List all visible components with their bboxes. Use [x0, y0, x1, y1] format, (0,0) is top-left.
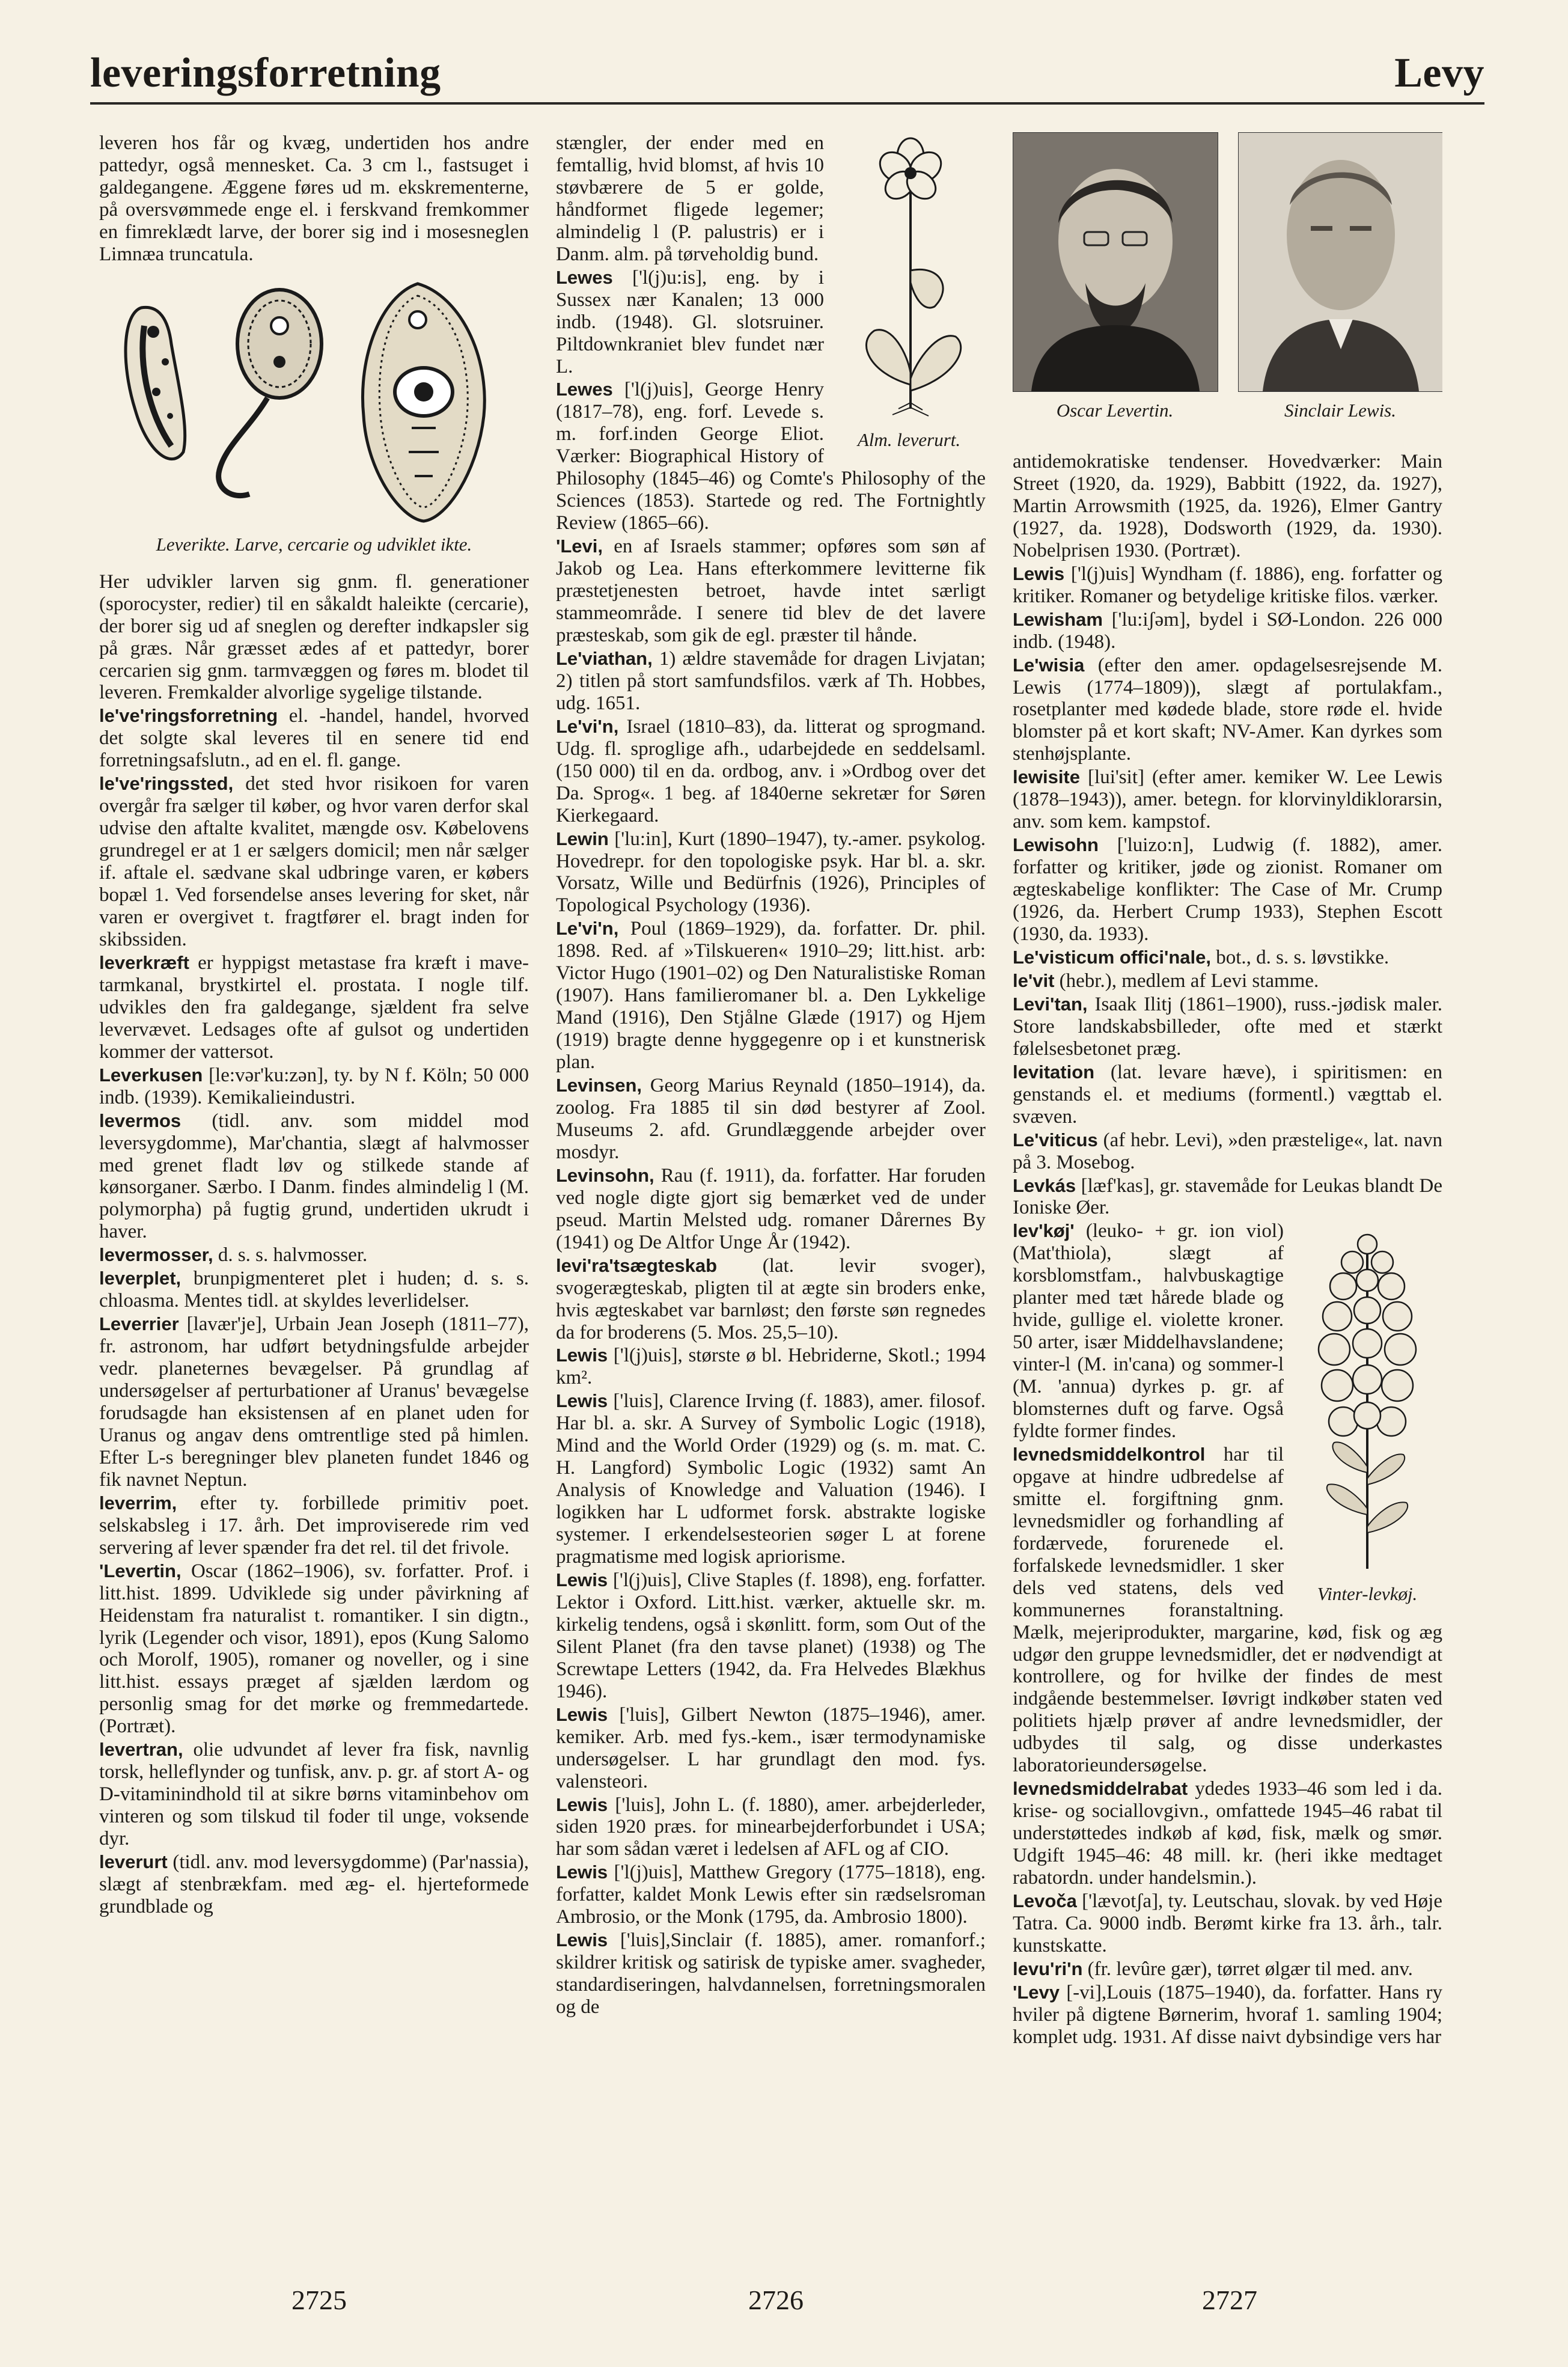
dictionary-entry: levermos (tidl. anv. som middel mod leversygdomme), Mar'chantia, slægt af halvmosser med grenet fladt løv og stilkede stande af kønsorganer. Særbo. I Danm. findes almindelig l (M. polymorpha) på fugtig grund, undertiden ukrudt i haver.	[99, 1110, 529, 1243]
column-3	[1013, 132, 1442, 2248]
dictionary-entry: Lewis ['l(j)uis], største ø bl. Hebriderne, Skotl.; 1994 km².	[556, 1345, 986, 1389]
header-last-word: Levy	[1394, 50, 1484, 96]
dictionary-entry: Lewes ['l(j)u:is], eng. by i Sussex nær Kanalen; 13 000 indb. (1948). Gl. slotsruiner. Piltdownkraniet blev fundet nær L.	[556, 266, 824, 377]
dictionary-entry: le've'ringsforretning el. -handel, handel, hvorved det solgte skal leveres til en senere tid end forretningsafslutn., ad en el. fl. gange.	[99, 705, 529, 772]
cercaria-drawing	[219, 290, 322, 496]
dictionary-entry: Lewis ['l(j)uis], Clive Staples (f. 1898), eng. forfatter. Lektor i Oxford. Litt.hist. værker, aktuelle skr. m. kirkelig tendens, også i skønlitt. form, som Out of the Silent Planet (fra den tavse planet) (1938) og The Screwtape Letters (1942, da. Fra Helvedes Blækhus 1946).	[556, 1569, 986, 1702]
dictionary-entry: 'Levi, en af Israels stammer; opføres som søn af Jakob og Lea. Hans efterkommere levitterne fik præstetjenesten betroet, havde intet særligt stammeområde. I senere tid blev de det lavere præsteskab, som gik de egl. præster til hånde.	[556, 536, 986, 646]
entry-text: leveren hos får og kvæg, undertiden hos andre pattedyr, også mennesket. Ca. 3 cm l., fastsuget i galdegangene. Æggene føres ud m. ekskrementerne, på oversvømmede enge el. i ferskvand fremkommer en fimreklædt larve, der borer sig ind i mosesneglen Limnæa truncatula.	[99, 132, 529, 265]
dictionary-entry: Lewisham ['lu:iʃəm], bydel i SØ-London. 226 000 indb. (1948).	[1013, 608, 1442, 653]
parasite-caption: Leverikte. Larve, cercarie og udviklet ikte.	[156, 533, 472, 555]
dictionary-entry: leverrim, efter ty. forbillede primitiv poet. selskabsleg i 17. årh. Det improviserede rim ved servering af lever spænder fra det rel. til det frivole.	[99, 1492, 529, 1559]
entry-text: stængler, der ender med en femtallig, hvid blomst, af hvis 10 støvbærere de 5 er golde, håndformet fligede legemer; almindelig l (P. palustris) er i Danm. alm. på tørveholdig bund.	[556, 132, 824, 265]
dictionary-entry: le'vit (hebr.), medlem af Levi stamme.	[1013, 970, 1319, 992]
entry-text: Her udvikler larven sig gnm. fl. generationer (sporocyster, redier) til en såkaldt haleikte (cercarie), der borer sig ud af sneglen og derefter indkapsler sig på græs. Når græsset ædes af et pattedyr, borer cercarien sig gnm. tarmvæggen og føres m. blodet til leveren. Fremkalder alvorlige sygelige tilstande.	[99, 570, 529, 704]
portrait-row	[1013, 132, 1442, 433]
dictionary-entry: Le'visticum offici'nale, bot., d. s. s. løvstikke.	[1013, 946, 1390, 968]
dictionary-entry: levu'ri'n (fr. levûre gær), tørret ølgær til med. anv.	[1013, 1958, 1413, 1980]
column-1	[99, 132, 529, 2248]
dictionary-entry: levertran, olie udvundet af lever fra fisk, navnlig torsk, helleflynder og tunfisk, anv. p. gr. af stort A- og D-vitaminindhold til at sikre børns vitaminbehov om vinteren og som tilskud til foder til unge, voksende dyr.	[99, 1739, 529, 1850]
dictionary-entry: Lewis ['luis],Sinclair (f. 1885), amer. romanforf.; skildrer kritisk og satirisk de typiske amer. svagheder, standardiseringen, halvdannelsen, forretningsmoralen og de	[556, 1929, 986, 2018]
dictionary-entry: Lewis ['l(j)uis] Wyndham (f. 1886), eng. forfatter og kritiker. Romaner og betydelige kritiske filos. værker.	[1013, 563, 1442, 607]
dictionary-entry: leverurt (tidl. anv. mod leversygdomme) (Par'nassia), slægt af stenbrækfam. med æg- el. hjerteformede grundblade og	[99, 1851, 529, 1917]
dictionary-entry: Le'viticus (af hebr. Levi), »den præstelige«, lat. navn på 3. Mosebog.	[1013, 1129, 1442, 1173]
dictionary-entry: Levoča ['lævotʃa], ty. Leutschau, slovak. by ved Høje Tatra. Ca. 9000 indb. Berømt kirke fra 13. årh., talr. kunstskatte.	[1013, 1890, 1442, 1956]
stock-flower-drawing	[1319, 1235, 1416, 1569]
dictionary-entry: Lewis ['luis], Clarence Irving (f. 1883), amer. filosof. Har bl. a. skr. A Survey of Symbolic Logic (1918), Mind and the World Order (1929) og (s. m. mat. C. H. Langford) Symbolic Logic (1932) samt An Analysis of Knowledge and Valuation (1946). I logikken har L udformet forsk. abstrakte logiske systemer. I erkendelsesteorien søger L at forene pragmatisme med logisk apriorisme.	[556, 1390, 986, 1568]
flower-drawing	[867, 138, 961, 416]
dictionary-entry: Le'vi'n, Poul (1869–1929), da. forfatter. Dr. phil. 1898. Red. af »Tilskueren« 1910–29; litt.hist. arb: Victor Hugo (1901–02) og Den Naturalistiske Roman (1907). Hans familieromaner bl. a. Den Lykkelige Mand (1916), Den Stjålne Glæde (1917) og Hjem (1919) bragte denne hyggegenre op i et kunstnerisk plan.	[556, 918, 986, 1074]
leverurt-illustration	[832, 132, 986, 451]
dictionary-entry: Le'wisia (efter den amer. opdagelsesrejsende M. Lewis (1774–1809)), slægt af portulakfam., rosetplanter med kødede blade, store røde el. hvide blomster på et kort skaft; NV-Amer. Kan dyrkes som stenhøjsplante.	[1013, 654, 1442, 765]
page-number: 2727	[1202, 2285, 1257, 2315]
liver-fluke-illustration	[99, 272, 529, 530]
dictionary-entry: Levinsen, Georg Marius Reynald (1850–1914), da. zoolog. Fra 1885 til sin død bestyrer af Zool. Museums 2. afd. Grundlæggende arbejder over mosdyr.	[556, 1075, 986, 1163]
dictionary-entry: Leverrier [lavær'je], Urbain Jean Joseph (1811–77), fr. astronom, har udført betydningsfulde arbejder vedr. planeternes bevægelser. På grundlag af undersøgelser af perturbationer af Uranus' bevægelse forudsagde han eksistensen af en planet uden for Uranus og angav dens omtrentlige sted på himlen. Efter L-s beregninger blev planeten fundet 1846 og fik navnet Neptun.	[99, 1313, 529, 1491]
dictionary-entry: Lewis ['luis], John L. (f. 1880), amer. arbejderleder, siden 1920 præs. for minearbejderforbundet i USA; har som sådan været i ledelsen af AFL og af CIO.	[556, 1794, 986, 1860]
dictionary-entry: Leverkusen [le:vər'ku:zən], ty. by N f. Köln; 50 000 indb. (1939). Kemikalieindustri.	[99, 1064, 529, 1108]
adult-fluke-drawing	[362, 284, 484, 521]
dictionary-entry: levermosser, d. s. s. halvmosser.	[99, 1244, 368, 1266]
portrait-sinclair-lewis	[1238, 132, 1442, 392]
page-number: 2726	[748, 2285, 804, 2315]
dictionary-entry: levi'ra'tsægteskab (lat. levir svoger), svogerægteskab, pligten til at ægte sin broders enke, hvis ægteskabet var barnløst; den første søn regnedes da for broderens (5. Mos. 25,5–10).	[556, 1254, 986, 1343]
dictionary-entry: Lewisohn ['luizo:n], Ludwig (f. 1882), amer. forfatter og kritiker, jøde og zionist. Romaner om ægteskabelige konflikter: The Case of Mr. Crump (1926, da. Herbert Crump 1933), Stephen Escott (1930, da. 1933).	[1013, 834, 1442, 945]
larva-drawing	[126, 307, 185, 459]
dictionary-entry: Lewin ['lu:in], Kurt (1890–1947), ty.-amer. psykolog. Hovedrepr. for den topologiske psyk. Har bl. a. skr. Vorsatz, Wille und Bedürfnis (1926), Principles of Topological Psychology (1936).	[556, 828, 986, 917]
portrait-caption-levertin: Oscar Levertin.	[1056, 400, 1174, 421]
dictionary-entry: Lewes ['l(j)uis], George Henry (1817–78), eng. forf. Levede s. m. forf.inden George Eliot. Værker: Biographical History of Philosophy (1845–46) og Comte's Philosophy of the Sciences (1853). Startede og red. The Fortnightly Review (1865–66).	[556, 379, 986, 534]
dictionary-entry: Lewis ['l(j)uis], Matthew Gregory (1775–1818), eng. forfatter, kaldet Monk Lewis efter sin rædselsroman Ambrosio, or the Monk (1795, da. Ambrosio 1800).	[556, 1862, 986, 1928]
header-first-word: leveringsforretning	[90, 50, 441, 96]
portrait-oscar-levertin	[1013, 132, 1218, 392]
dictionary-entry: leverplet, brunpigmenteret plet i huden; d. s. s. chloasma. Mentes tidl. at skyldes leverlidelser.	[99, 1268, 529, 1312]
dictionary-entry: Levkás [læf'kas], gr. stavemåde for Leukas blandt De Ioniske Øer.	[1013, 1174, 1442, 1219]
dictionary-entry: levitation (lat. levare hæve), i spiritismen: en genstands el. et mediums (formentl.) vægttab el. svæven.	[1013, 1061, 1442, 1128]
entry-text: antidemokratiske tendenser. Hovedværker: Main Street (1920, da. 1929), Babbitt (1922, da. 1927), Martin Arrowsmith (1925, da. 1926), Elmer Gantry (1927, da. 1928), Dodsworth (1929, da. 1930). Nobelprisen 1930. (Portræt).	[1013, 451, 1442, 561]
levkoj-illustration	[1292, 1220, 1442, 1605]
dictionary-entry: leverkræft er hyppigst metastase fra kræft i mave-tarmkanal, brystkirtel el. prostata. I nogle tilf. udvikles den fra galdegange, sjældent fra selve levervævet. Ledsages ofte af gulsot og undertiden kommer der vattersot.	[99, 951, 529, 1063]
dictionary-entry: lev'køj' (leuko- + gr. ion viol) (Mat'thiola), slægt af korsblomstfam., halvbuskagtige planter med tæt hårede blade og hvide, gullige el. violette kroner. 50 arter, især Middelhavslandene; vinter-l (M. in'cana) og sommer-l (M. 'annua) dyrkes p. gr. af blomsternes duft og farve. Også fyldte former findes.	[1013, 1220, 1284, 1442]
dictionary-entry: levnedsmiddelrabat ydedes 1933–46 som led i da. krise- og sociallovgivn., omfattede 1945–46 rabat til understøttedes indkøb af kød, fisk, mælk og smør. Udgift 1945–46: 48 mill. kr. (heri ikke medtaget rabatordn. under handelsmin.).	[1013, 1778, 1442, 1889]
dictionary-entry: Le'viathan, 1) ældre stavemåde for dragen Livjatan; 2) titlen på stort samfundsfilos. værk af Th. Hobbes, udg. 1651.	[556, 647, 986, 714]
dictionary-entry: lewisite [lui'sit] (efter amer. kemiker W. Lee Lewis (1878–1943)), amer. betegn. for klorvinyldiklorarsin, anv. som kem. kampstof.	[1013, 766, 1442, 833]
running-header	[90, 36, 1484, 105]
dictionary-entry: le've'ringssted, det sted hvor risikoen for varen overgår fra sælger til køber, og hvor varen derfor skal udvise den aftalte kvalitet, mængde osv. Købelovens grundregel er at 1 er sælgers domicil; men når sælger if. aftale el. sædvane skal udbringe varen, er købers bopæl 1. Ved forsendelse anses levering for sket, når varen er overgivet t. fragtfører el. bragt inden for skibssiden.	[99, 773, 529, 950]
levkoj-caption: Vinter-levkøj.	[1317, 1583, 1418, 1605]
dictionary-entry: Lewis ['luis], Gilbert Newton (1875–1946), amer. kemiker. Arb. med fys.-kem., især termodynamiske undersøgelser. L har grundlagt den mod. fys. valensteori.	[556, 1703, 986, 1792]
dictionary-entry: Le'vi'n, Israel (1810–83), da. litterat og sprogmand. Udg. fl. sproglige afh., udarbejdede en seddelsaml. (150 000) til en da. ordbog, anv. i »Ordbog over det Da. Sprog«. 1 beg. af 1840erne sekretær for Søren Kierkegaard.	[556, 715, 986, 826]
dictionary-entry: Levinsohn, Rau (f. 1911), da. forfatter. Har foruden ved nogle digte gjort sig bemærket ved de under pseud. Martin Melsted udg. romaner Dårernes By (1941) og De Altfor Unge År (1942).	[556, 1164, 986, 1253]
leverurt-caption: Alm. leverurt.	[857, 429, 961, 450]
page-number: 2725	[291, 2285, 347, 2315]
dictionary-entry: Levi'tan, Isaak Ilitj (1861–1900), russ.-jødisk maler. Store landskabsbilleder, ofte med et stærkt følelsesbetonet præg.	[1013, 993, 1442, 1060]
column-2	[556, 132, 986, 2248]
dictionary-entry: 'Levertin, Oscar (1862–1906), sv. forfatter. Prof. i litt.hist. 1899. Udviklede sig under påvirkning af Heidenstam fra naturalist t. romantiker. I sin digtn., lyrik (Legender och visor, 1891), epos (Kung Salomo och Morolf, 1905), romaner og noveller, og i sine litt.hist. essays præget af sjælden lærdom og personlig smag for det mørke og fremmedartede. (Portræt).	[99, 1560, 529, 1738]
dictionary-entry: 'Levy [-vi],Louis (1875–1940), da. forfatter. Hans ry hviler på digtene Børnerim, hvoraf 1. samling 1904; komplet udg. 1931. Af disse naivt dybsindige vers har	[1013, 1981, 1442, 2048]
portrait-caption-lewis: Sinclair Lewis.	[1284, 400, 1396, 421]
dictionary-entry: levnedsmiddelkontrol har til opgave at hindre udbredelse af smitte el. forgiftning gnm. levnedsmidler og forhandling af fordærvede, forurenede el. forfalskede levnedsmidler. 1 sker dels ved statens, dels ved kommunernes foranstaltning. Mælk, mejeriprodukter, margarine, kød, fisk og æg udgør den gruppe levnedsmidler, det er nødvendigt at kontrollere, og for hvilke der findes de mest indgående bestemmelser. Iøvrigt indkøber staten ved politiets hjælp prøver af andre levnedsmidler, der udbydes til salg, og disse underkastes laboratorieundersøgelse.	[1013, 1443, 1442, 1777]
